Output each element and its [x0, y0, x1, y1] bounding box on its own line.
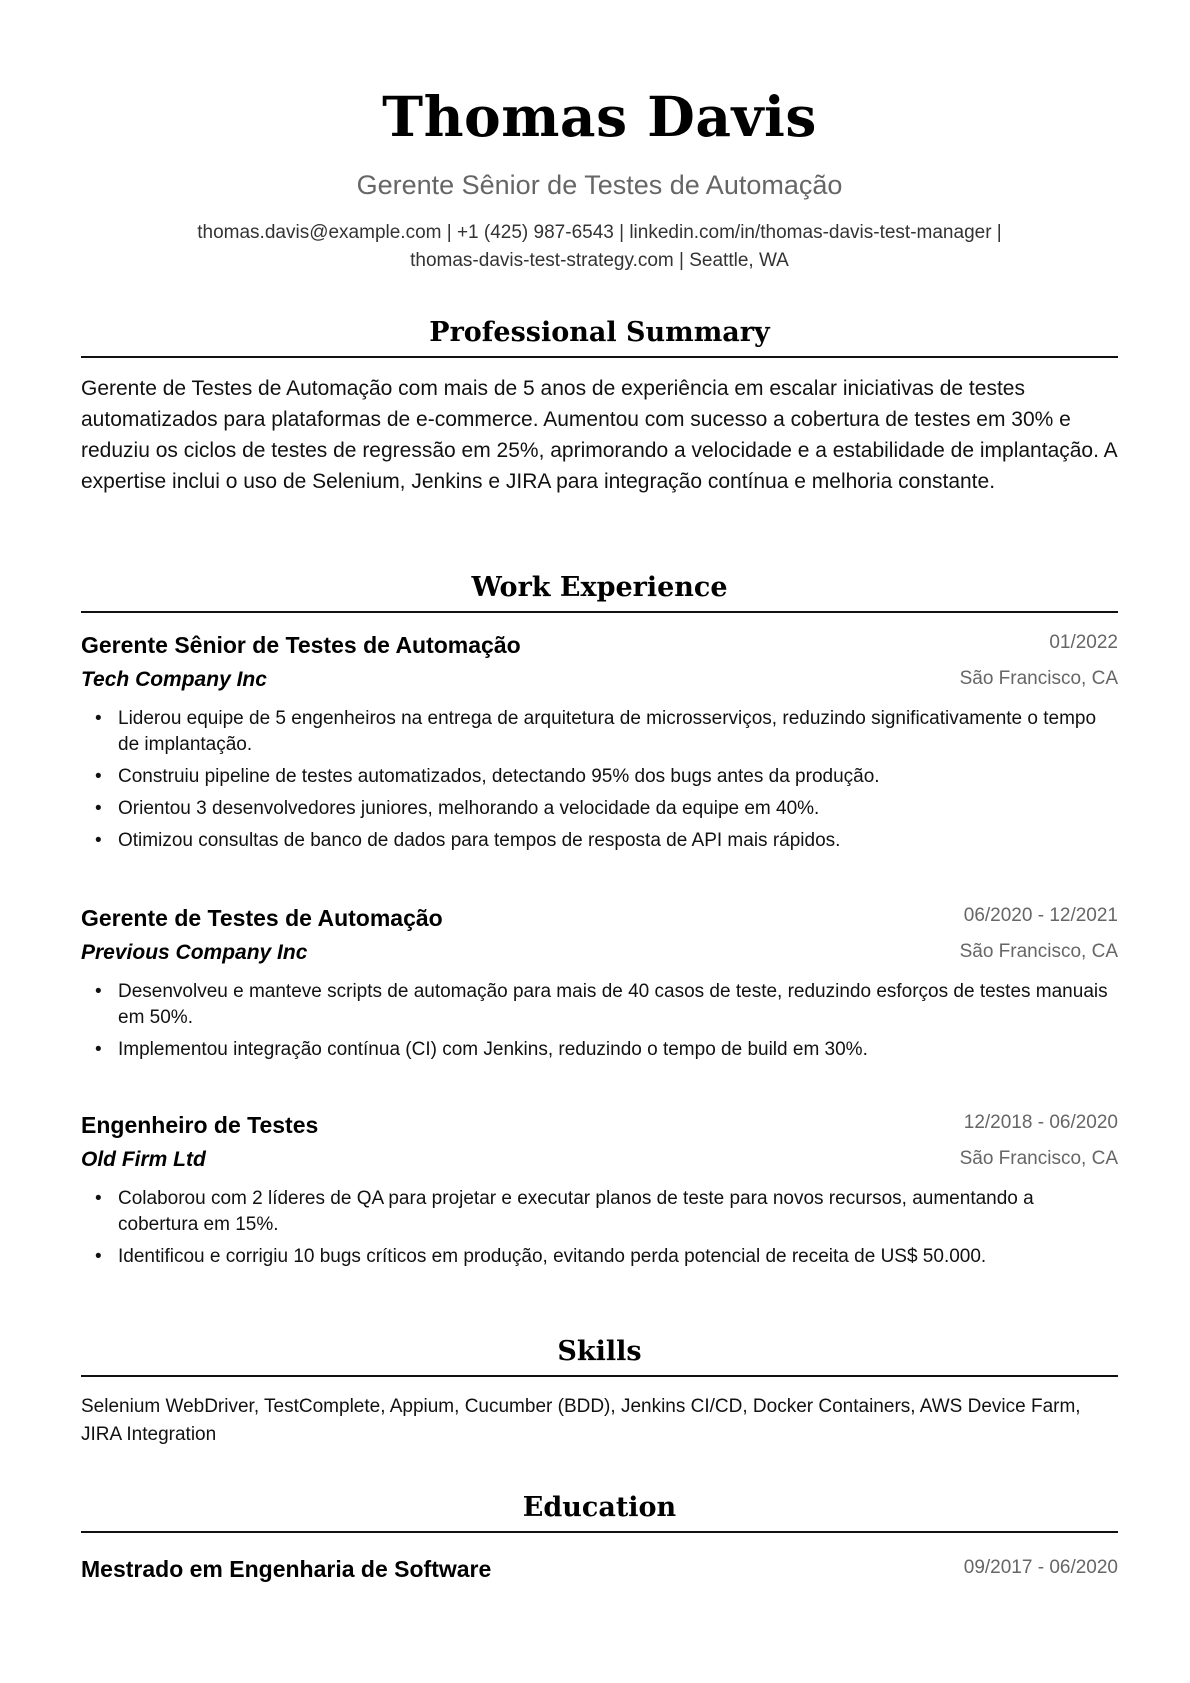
section-title-experience: Work Experience	[471, 572, 728, 603]
job-bullet: • Construiu pipeline de testes automatizados, detectando 95% dos bugs antes da produção.	[95, 766, 880, 787]
job-entry	[81, 628, 1118, 860]
contact-info	[161, 219, 1038, 275]
job-bullets	[81, 706, 1118, 854]
section-title-skills: Skills	[557, 1336, 642, 1367]
job-bullet: • Otimizou consultas de banco de dados para tempos de resposta de API mais rápidos.	[95, 830, 841, 851]
job-title: Gerente Sênior de Testes de Automação	[81, 632, 521, 658]
job-header	[81, 1108, 1118, 1144]
job-location: São Francisco, CA	[959, 668, 1118, 689]
contact-line-2: thomas-davis-test-strategy.com | Seattle, WA	[410, 250, 789, 271]
section-divider	[81, 611, 1118, 613]
job-entry	[81, 901, 1118, 1069]
contact-line-1: thomas.davis@example.com | +1 (425) 987-6543 | linkedin.com/in/thomas-davis-test-manager |	[197, 222, 1002, 243]
candidate-headline: Gerente Sênior de Testes de Automação	[356, 170, 843, 200]
education-date: 09/2017 - 06/2020	[963, 1557, 1118, 1578]
job-date: 12/2018 - 06/2020	[963, 1112, 1118, 1133]
job-company: Previous Company Inc	[81, 941, 308, 964]
job-entry	[81, 1108, 1118, 1276]
job-bullet: • Colaborou com 2 líderes de QA para projetar e executar planos de teste para novos recursos, aumentando a cobertura em 15%.	[95, 1188, 1034, 1235]
job-bullet: • Orientou 3 desenvolvedores juniores, melhorando a velocidade da equipe em 40%.	[95, 798, 820, 819]
job-bullets	[81, 1186, 1118, 1270]
job-title: Gerente de Testes de Automação	[81, 905, 443, 931]
job-subheader	[81, 1144, 1118, 1180]
section-title-summary: Professional Summary	[429, 317, 770, 348]
job-bullet: • Implementou integração contínua (CI) com Jenkins, reduzindo o tempo de build em 30%.	[95, 1039, 868, 1060]
section-title-education: Education	[522, 1492, 677, 1523]
section-divider	[81, 356, 1118, 358]
job-company: Old Firm Ltd	[81, 1148, 206, 1171]
job-title: Engenheiro de Testes	[81, 1112, 319, 1138]
job-location: São Francisco, CA	[959, 1148, 1118, 1169]
job-subheader	[81, 937, 1118, 973]
education-degree: Mestrado em Engenharia de Software	[81, 1556, 492, 1582]
candidate-name: Thomas Davis	[382, 84, 817, 149]
job-date: 06/2020 - 12/2021	[963, 905, 1118, 926]
skills-text: Selenium WebDriver, TestComplete, Appium, Cucumber (BDD), Jenkins CI/CD, Docker Containers, AWS Device Farm, JIRA Integration	[81, 1396, 1081, 1445]
job-subheader	[81, 664, 1118, 700]
job-bullet: • Liderou equipe de 5 engenheiros na entrega de arquitetura de microsserviços, reduzindo significativamente o tempo de implantação.	[95, 708, 1097, 755]
job-bullet: • Desenvolveu e manteve scripts de automação para mais de 40 casos de teste, reduzindo esforços de testes manuais em 50%.	[95, 981, 1108, 1028]
section-divider	[81, 1375, 1118, 1377]
job-location: São Francisco, CA	[959, 941, 1118, 962]
job-date: 01/2022	[1049, 632, 1118, 653]
summary-text: Gerente de Testes de Automação com mais de 5 anos de experiência em escalar iniciativas de testes automatizados para plataformas de e-commerce. Aumentou com sucesso a cobertura de testes em 30% e reduziu os ciclos de testes de regressão em 25%, aprimorando a velocidade e a estabilidade de implantação. A expertise inclui o uso de Selenium, Jenkins e JIRA para integração contínua e melhoria constante.	[81, 377, 1117, 493]
job-header	[81, 901, 1118, 937]
job-header	[81, 628, 1118, 664]
job-bullets	[81, 979, 1118, 1063]
job-bullet: • Identificou e corrigiu 10 bugs críticos em produção, evitando perda potencial de receita de US$ 50.000.	[95, 1246, 987, 1267]
section-divider	[81, 1531, 1118, 1533]
job-company: Tech Company Inc	[81, 668, 267, 691]
